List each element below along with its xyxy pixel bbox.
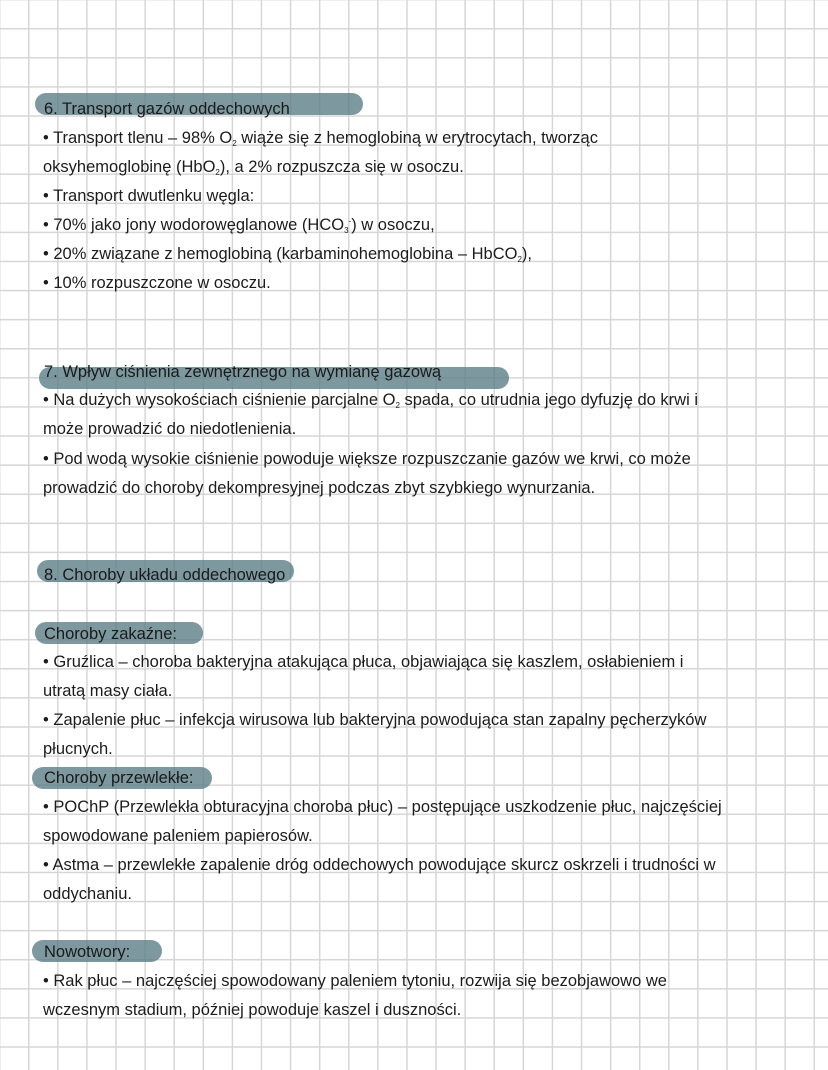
chronic-line-3: • Astma – przewlekłe zapalenie dróg oddechowych powodujące skurcz oskrzeli i trudności w bbox=[43, 856, 716, 874]
section-6-heading: 6. Transport gazów oddechowych bbox=[44, 100, 290, 118]
section-7-line-4: prowadzić do choroby dekompresyjnej podczas zbyt szybkiego wynurzania. bbox=[43, 479, 596, 497]
chronic-line-1: • POChP (Przewlekła obturacyjna choroba płuc) – postępujące uszkodzenie płuc, najczęściej bbox=[43, 798, 722, 816]
chronic-line-4: oddychaniu. bbox=[43, 885, 132, 903]
chronic-line-2: spowodowane paleniem papierosów. bbox=[43, 827, 313, 845]
section-7-line-3: • Pod wodą wysokie ciśnienie powoduje większe rozpuszczanie gazów we krwi, co może bbox=[43, 450, 691, 468]
section-7-line-2: może prowadzić do niedotlenienia. bbox=[43, 420, 297, 438]
chronic-diseases-label: Choroby przewlekłe: bbox=[44, 769, 194, 787]
infectious-line-2: utratą masy ciała. bbox=[43, 682, 173, 700]
section-7-line-1: • Na dużych wysokościach ciśnienie parcjalne $O_2$ spada, co utrudnia jego dyfuzję do krwi i bbox=[43, 391, 698, 410]
section-8-heading: 8. Choroby układu oddechowego bbox=[44, 566, 286, 584]
infectious-line-3: • Zapalenie płuc – infekcja wirusowa lub bakteryjna powodująca stan zapalny pęcherzyków bbox=[43, 711, 707, 729]
section-6-line-1: • Transport tlenu – 98% $O_2$ wiąże się z hemoglobiną w erytrocytach, tworząc bbox=[43, 129, 598, 148]
section-6-line-4: • 70% jako jony wodorowęglanowe $(HCO_3^-)$ w osoczu, bbox=[43, 216, 435, 235]
cancer-line-2: wczesnym stadium, później powoduje kaszel i duszności. bbox=[43, 1001, 462, 1019]
section-6-line-3: • Transport dwutlenku węgla: bbox=[43, 187, 255, 205]
section-7-heading: 7. Wpływ ciśnienia zewnętrznego na wymianę gazową bbox=[44, 363, 442, 381]
infectious-line-4: płucnych. bbox=[43, 740, 113, 758]
cancer-line-1: • Rak płuc – najczęściej spowodowany paleniem tytoniu, rozwija się bezobjawowo we bbox=[43, 972, 667, 990]
section-6-line-6: • 10% rozpuszczone w osoczu. bbox=[43, 274, 271, 292]
cancer-label: Nowotwory: bbox=[44, 943, 131, 961]
infectious-line-1: • Gruźlica – choroba bakteryjna atakująca płuca, objawiająca się kaszlem, osłabieniem i bbox=[43, 653, 684, 671]
section-6-line-2: oksyhemoglobinę (HbO$_2$), a 2% rozpuszcza się w osoczu. bbox=[43, 158, 464, 177]
infectious-diseases-label: Choroby zakaźne: bbox=[44, 625, 177, 643]
section-6-line-5: • 20% związane z hemoglobiną (karbaminohemoglobina – HbCO$_2$), bbox=[43, 245, 533, 264]
